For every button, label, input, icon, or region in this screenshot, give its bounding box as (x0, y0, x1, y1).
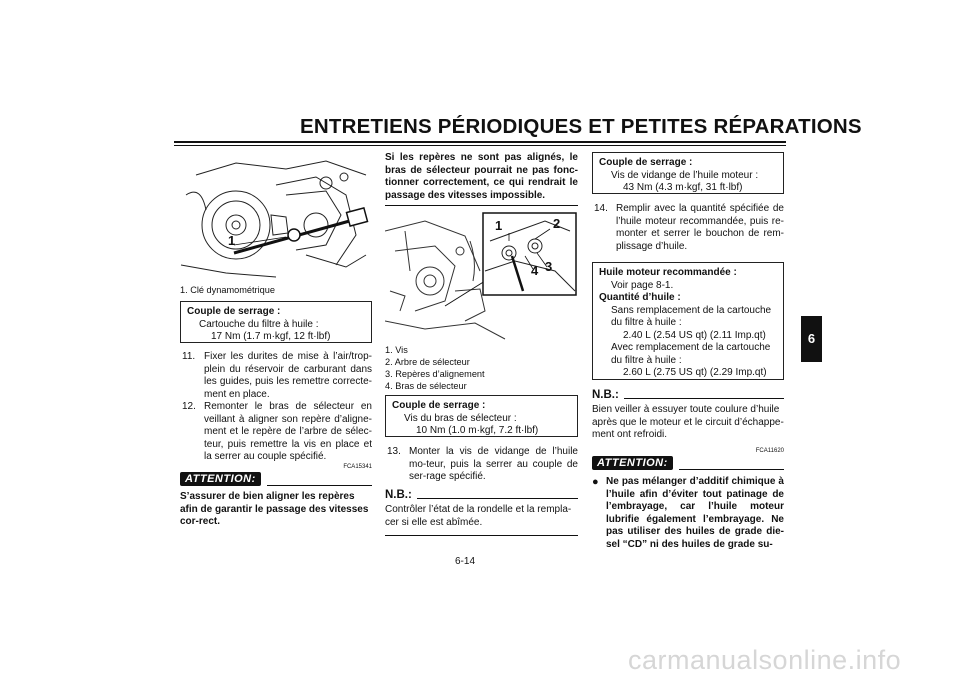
oil-line: Voir page 8-1. (611, 279, 674, 291)
nb-label: N.B.: (592, 389, 619, 401)
torque-title: Couple de serrage : (599, 157, 693, 168)
oil-line: du filtre à huile : (611, 317, 682, 328)
shift-lever-illustration (385, 211, 578, 343)
attention-header (592, 454, 784, 470)
attention-block (592, 446, 784, 551)
step-number: 14. (594, 203, 608, 214)
step-text: Monter la vis de vidange de l’huile mo-teur, puis la serrer au couple de ser-rage spécifié. (409, 446, 578, 482)
attention-code: FCA15341 (343, 464, 372, 470)
figure-captions (385, 344, 485, 392)
attention-text: Ne pas mélanger d’additif chimique à l’huile afin d’éviter tout patinage de l’embrayage, car l’huile moteur lubrifie également l’embrayage. Ne pas utiliser des huiles de grade die-sel “CD” ni des huiles de grade su- (606, 476, 784, 550)
torque-value: 43 Nm (4.3 m·kgf, 31 ft·lbf) (623, 182, 743, 193)
torque-title: Couple de serrage : (392, 400, 486, 411)
nb-header (385, 489, 578, 501)
torque-spec-box (592, 152, 784, 194)
torque-item: Vis de vidange de l’huile moteur : (611, 169, 759, 181)
step-number: 11. (182, 351, 196, 362)
inset-label-3: 3 (545, 259, 553, 274)
steps-list (180, 351, 372, 464)
step-number: 12. (182, 401, 196, 412)
header-rule-thin (174, 145, 786, 146)
torque-title: Couple de serrage : (187, 306, 281, 317)
step-text: Remplir avec la quantité spécifiée de l’huile moteur recommandée, puis re-monter et serrer le bouchon de rem-plissage d’huile. (616, 203, 784, 252)
figure-callout: 1 (228, 233, 236, 248)
step-13 (385, 446, 578, 484)
torque-item: Vis du bras de sélecteur : (404, 412, 517, 424)
step-text: Fixer les durites de mise à l’air/trop-plein du réservoir de carburant dans les guides, puis les remettre correcte-ment en place. (204, 351, 372, 400)
attention-code: FCA11620 (755, 448, 784, 454)
attention-label: ATTENTION: (592, 456, 673, 470)
torque-spec-box (385, 395, 578, 437)
caption-1: 1. Vis (385, 345, 408, 355)
oil-line: du filtre à huile : (611, 354, 682, 366)
page-title: ENTRETIENS PÉRIODIQUES ET PETITES RÉPARATIONS (300, 115, 862, 138)
torque-spec-box (180, 301, 372, 343)
attention-rule (679, 469, 784, 470)
nb-block (385, 489, 578, 536)
step-11 (180, 351, 372, 401)
oil-line: Sans remplacement de la cartouche (611, 304, 772, 316)
step-text: Remonter le bras de sélecteur en veillant à aligner son repère d’aligne-ment et le repère de l’arbre de sélec-teur, puis remettre la vis en place et la serrer au couple spécifié. (204, 401, 372, 462)
page-number: 6-14 (455, 556, 476, 567)
oil-recommended-title: Huile moteur recommandée : (599, 267, 737, 278)
oil-line: Avec remplacement de la cartouche (611, 342, 771, 353)
watermark: carmanualsonline.info (628, 645, 902, 675)
header-rule (174, 141, 786, 143)
chapter-tab: 6 (801, 316, 822, 362)
attention-text: S’assurer de bien aligner les repères afin de garantir le passage des vitesses cor-rect. (180, 491, 369, 527)
nb-text: Contrôler l’état de la rondelle et la rempla-cer si elle est abîmée. (385, 504, 572, 528)
bullet-dot-icon: ● (592, 476, 599, 488)
nb-label: N.B.: (385, 489, 412, 501)
nb-rule (417, 498, 578, 499)
attention-header (180, 470, 372, 486)
step-12 (180, 401, 372, 464)
nb-text: Bien veiller à essuyer toute coulure d’huile après que le moteur et le circuit d’échappe-ment ont refroidi. (592, 404, 784, 440)
shift-lever-figure (385, 211, 578, 343)
attention-rule (267, 485, 372, 486)
engine-illustration (176, 155, 372, 283)
oil-quantity-title: Quantité d’huile : (599, 292, 681, 303)
steps-list (385, 446, 578, 484)
torque-wrench-figure (176, 155, 372, 283)
inset-label-1: 1 (495, 218, 503, 233)
step-14 (592, 203, 784, 253)
attention-label: ATTENTION: (180, 472, 261, 486)
inset-label-4: 4 (531, 263, 539, 278)
oil-spec-box (592, 262, 784, 380)
oil-value: 2.60 L (2.75 US qt) (2.29 Imp.qt) (623, 367, 767, 378)
steps-list (592, 203, 784, 253)
caption-2: 2. Arbre de sélecteur (385, 357, 470, 367)
caption-3: 3. Repères d’alignement (385, 369, 485, 379)
attention-bullet (592, 476, 784, 551)
attention-block (180, 462, 372, 529)
nb-header (592, 389, 784, 401)
nb-block (592, 389, 784, 442)
oil-value: 2.40 L (2.54 US qt) (2.11 Imp.qt) (623, 329, 766, 341)
torque-value: 17 Nm (1.7 m·kgf, 12 ft·lbf) (211, 331, 331, 342)
warning-text: Si les repères ne sont pas alignés, le bras de sélecteur pourrait ne pas fonc-tionner correctement, ce qui rendrait le passage des vitesses impossible. (385, 152, 578, 201)
step-number: 13. (387, 446, 401, 457)
warning-endline (385, 205, 578, 206)
torque-item: Cartouche du filtre à huile : (199, 318, 319, 330)
nb-endline (385, 535, 578, 536)
figure-caption: 1. Clé dynamométrique (180, 285, 275, 295)
nb-rule (624, 398, 784, 399)
inset-label-2: 2 (553, 216, 561, 231)
caption-4: 4. Bras de sélecteur (385, 381, 467, 391)
torque-value: 10 Nm (1.0 m·kgf, 7.2 ft·lbf) (416, 425, 539, 436)
